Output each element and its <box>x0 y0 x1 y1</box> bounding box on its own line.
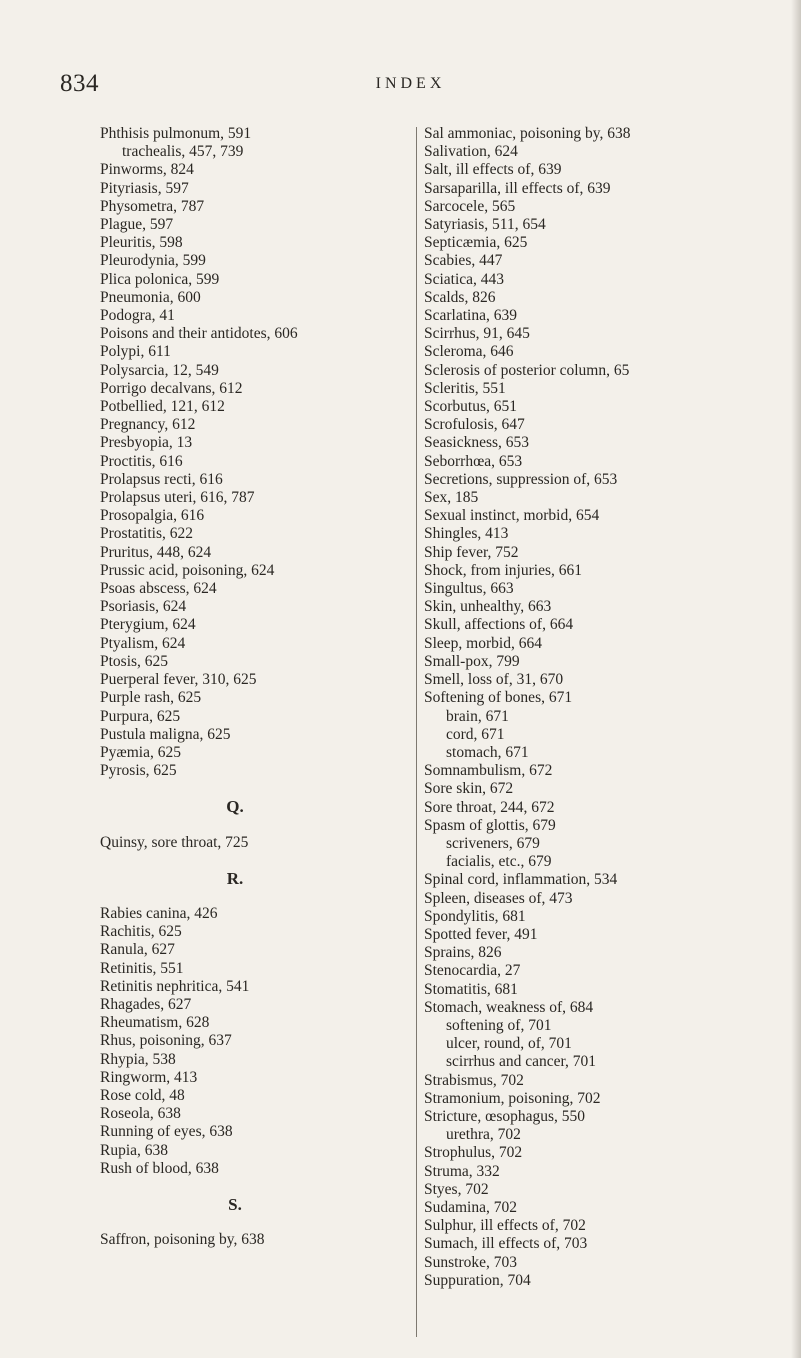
index-entry: Sore skin, 672 <box>424 780 514 798</box>
index-entry: Salivation, 624 <box>424 143 518 161</box>
index-subentry: urethra, 702 <box>446 1126 521 1144</box>
index-subentry: trachealis, 457, 739 <box>122 143 244 161</box>
index-entry: Stenocardia, 27 <box>424 962 521 980</box>
index-entry: Psoas abscess, 624 <box>100 580 217 598</box>
index-entry: Sexual instinct, morbid, 654 <box>424 507 600 525</box>
index-entry: Prosopalgia, 616 <box>100 507 205 525</box>
index-entry: Retinitis nephritica, 541 <box>100 977 250 995</box>
group-p <box>100 125 430 780</box>
section-heading-q: Q. <box>226 797 244 817</box>
index-entry: Pregnancy, 612 <box>100 416 196 434</box>
index-entry: Pyæmia, 625 <box>100 743 181 761</box>
index-entry: Sleep, morbid, 664 <box>424 634 542 652</box>
index-entry: Suppuration, 704 <box>424 1271 531 1289</box>
left-column <box>100 125 430 1249</box>
section-heading-r: R. <box>226 868 244 888</box>
index-subentry: ulcer, round, of, 701 <box>446 1035 572 1053</box>
index-entry: Potbellied, 121, 612 <box>100 398 225 416</box>
index-entry: Ranula, 627 <box>100 941 175 959</box>
group-s <box>100 1231 430 1249</box>
index-subentry: stomach, 671 <box>446 743 529 761</box>
index-entry: Salt, ill effects of, 639 <box>424 161 562 179</box>
index-subentry: softening of, 701 <box>446 1016 552 1034</box>
page-edge-shadow <box>791 0 801 1358</box>
index-entry: Spasm of glottis, 679 <box>424 816 556 834</box>
index-entry: Strabismus, 702 <box>424 1071 524 1089</box>
index-entry: Ship fever, 752 <box>424 543 519 561</box>
index-entry: Pustula maligna, 625 <box>100 725 231 743</box>
index-entry: Scarlatina, 639 <box>424 307 517 325</box>
index-entry: Rabies canina, 426 <box>100 904 218 922</box>
index-entry: Plague, 597 <box>100 216 174 234</box>
index-entry: Skull, affections of, 664 <box>424 616 574 634</box>
index-entry: Retinitis, 551 <box>100 959 184 977</box>
index-entry: Scabies, 447 <box>424 252 503 270</box>
page-number: 834 <box>60 70 99 97</box>
index-entry: Spinal cord, inflammation, 534 <box>424 871 618 889</box>
index-entry: Rhagades, 627 <box>100 995 192 1013</box>
index-entry: Pyrosis, 625 <box>100 762 177 780</box>
index-entry: Strophulus, 702 <box>424 1144 523 1162</box>
index-entry: Quinsy, sore throat, 725 <box>100 833 249 851</box>
index-entry: Polysarcia, 12, 549 <box>100 361 219 379</box>
index-entry: Psoriasis, 624 <box>100 598 187 616</box>
right-column <box>424 125 784 1290</box>
index-entry: Scleritis, 551 <box>424 379 506 397</box>
index-entry: Sulphur, ill effects of, 702 <box>424 1217 586 1235</box>
index-entry: Roseola, 638 <box>100 1105 181 1123</box>
index-entry: Singultus, 663 <box>424 580 514 598</box>
index-entry: Pneumonia, 600 <box>100 288 201 306</box>
index-entry: Skin, unhealthy, 663 <box>424 598 552 616</box>
index-entry: Podogra, 41 <box>100 307 175 325</box>
index-entry: Phthisis pulmonum, 591 <box>100 125 252 142</box>
index-entry: Sumach, ill effects of, 703 <box>424 1235 588 1253</box>
index-subentry: cord, 671 <box>446 725 505 743</box>
index-entry: Spondylitis, 681 <box>424 907 526 925</box>
index-entry: Sudamina, 702 <box>424 1198 517 1216</box>
index-entry: Prussic acid, poisoning, 624 <box>100 561 275 579</box>
index-entry: Running of eyes, 638 <box>100 1123 233 1141</box>
index-entry: Somnambulism, 672 <box>424 762 553 780</box>
index-entry: Pterygium, 624 <box>100 616 196 634</box>
index-entry: Presbyopia, 13 <box>100 434 193 452</box>
index-entry: Small-pox, 799 <box>424 652 520 670</box>
group-r <box>100 905 430 1178</box>
index-subentry: scriveners, 679 <box>446 834 540 852</box>
index-entry: Struma, 332 <box>424 1162 500 1180</box>
index-entry: Sciatica, 443 <box>424 270 505 288</box>
index-entry: Stomatitis, 681 <box>424 980 518 998</box>
index-entry: Pinworms, 824 <box>100 161 194 179</box>
index-entry: Polypi, 611 <box>100 343 171 361</box>
index-entry: Sarsaparilla, ill effects of, 639 <box>424 179 611 197</box>
index-subentry: scirrhus and cancer, 701 <box>446 1053 597 1071</box>
index-entry: Scrofulosis, 647 <box>424 416 525 434</box>
index-entry: Sclerosis of posterior column, 65 <box>424 361 630 379</box>
index-entry: Spotted fever, 491 <box>424 925 538 943</box>
index-entry: Saffron, poisoning by, 638 <box>100 1231 265 1249</box>
index-entry: Shock, from injuries, 661 <box>424 561 582 579</box>
running-head: INDEX <box>375 75 446 92</box>
index-entry: Scalds, 826 <box>424 288 496 306</box>
group-q <box>100 834 430 852</box>
group-s-continued <box>424 125 784 1290</box>
index-entry: Sprains, 826 <box>424 944 502 962</box>
index-entry: Puerperal fever, 310, 625 <box>100 671 257 689</box>
index-entry: Shingles, 413 <box>424 525 509 543</box>
index-entry: Poisons and their antidotes, 606 <box>100 325 298 343</box>
index-entry: Sal ammoniac, poisoning by, 638 <box>424 125 631 142</box>
index-entry: Septicæmia, 625 <box>424 234 528 252</box>
index-entry: Stomach, weakness of, 684 <box>424 998 594 1016</box>
index-entry: Rupia, 638 <box>100 1141 169 1159</box>
index-entry: Rose cold, 48 <box>100 1086 185 1104</box>
index-entry: Scleroma, 646 <box>424 343 514 361</box>
index-entry: Rachitis, 625 <box>100 923 182 941</box>
index-entry: Smell, loss of, 31, 670 <box>424 671 564 689</box>
index-entry: Softening of bones, 671 <box>424 689 573 707</box>
index-entry: Secretions, suppression of, 653 <box>424 470 618 488</box>
index-entry: Rhypia, 538 <box>100 1050 176 1068</box>
index-entry: Stramonium, poisoning, 702 <box>424 1089 601 1107</box>
index-entry: Ringworm, 413 <box>100 1068 198 1086</box>
index-entry: Prolapsus recti, 616 <box>100 470 223 488</box>
index-entry: Sex, 185 <box>424 489 479 507</box>
index-entry: Scorbutus, 651 <box>424 398 517 416</box>
index-entry: Styes, 702 <box>424 1180 489 1198</box>
index-entry: Sore throat, 244, 672 <box>424 798 555 816</box>
index-entry: Proctitis, 616 <box>100 452 183 470</box>
index-entry: Physometra, 787 <box>100 197 205 215</box>
index-subentry: facialis, etc., 679 <box>446 853 552 871</box>
column-divider <box>416 127 417 1337</box>
index-entry: Spleen, diseases of, 473 <box>424 889 573 907</box>
index-entry: Purpura, 625 <box>100 707 181 725</box>
index-entry: Rush of blood, 638 <box>100 1159 219 1177</box>
index-entry: Prolapsus uteri, 616, 787 <box>100 489 255 507</box>
index-subentry: brain, 671 <box>446 707 509 725</box>
index-entry: Seasickness, 653 <box>424 434 530 452</box>
index-entry: Purple rash, 625 <box>100 689 202 707</box>
index-entry: Prostatitis, 622 <box>100 525 194 543</box>
index-entry: Pleuritis, 598 <box>100 234 183 252</box>
index-entry: Pruritus, 448, 624 <box>100 543 212 561</box>
index-entry: Pleurodynia, 599 <box>100 252 206 270</box>
index-entry: Seborrhœa, 653 <box>424 452 523 470</box>
index-entry: Rheumatism, 628 <box>100 1014 210 1032</box>
index-entry: Rhus, poisoning, 637 <box>100 1032 232 1050</box>
index-entry: Satyriasis, 511, 654 <box>424 216 546 234</box>
index-entry: Sarcocele, 565 <box>424 197 516 215</box>
index-entry: Plica polonica, 599 <box>100 270 220 288</box>
index-entry: Sunstroke, 703 <box>424 1253 517 1271</box>
index-entry: Stricture, œsophagus, 550 <box>424 1107 586 1125</box>
index-entry: Ptyalism, 624 <box>100 634 186 652</box>
index-entry: Scirrhus, 91, 645 <box>424 325 530 343</box>
section-heading-s: S. <box>228 1194 242 1214</box>
index-entry: Porrigo decalvans, 612 <box>100 379 243 397</box>
index-entry: Pityriasis, 597 <box>100 179 189 197</box>
index-entry: Ptosis, 625 <box>100 652 169 670</box>
